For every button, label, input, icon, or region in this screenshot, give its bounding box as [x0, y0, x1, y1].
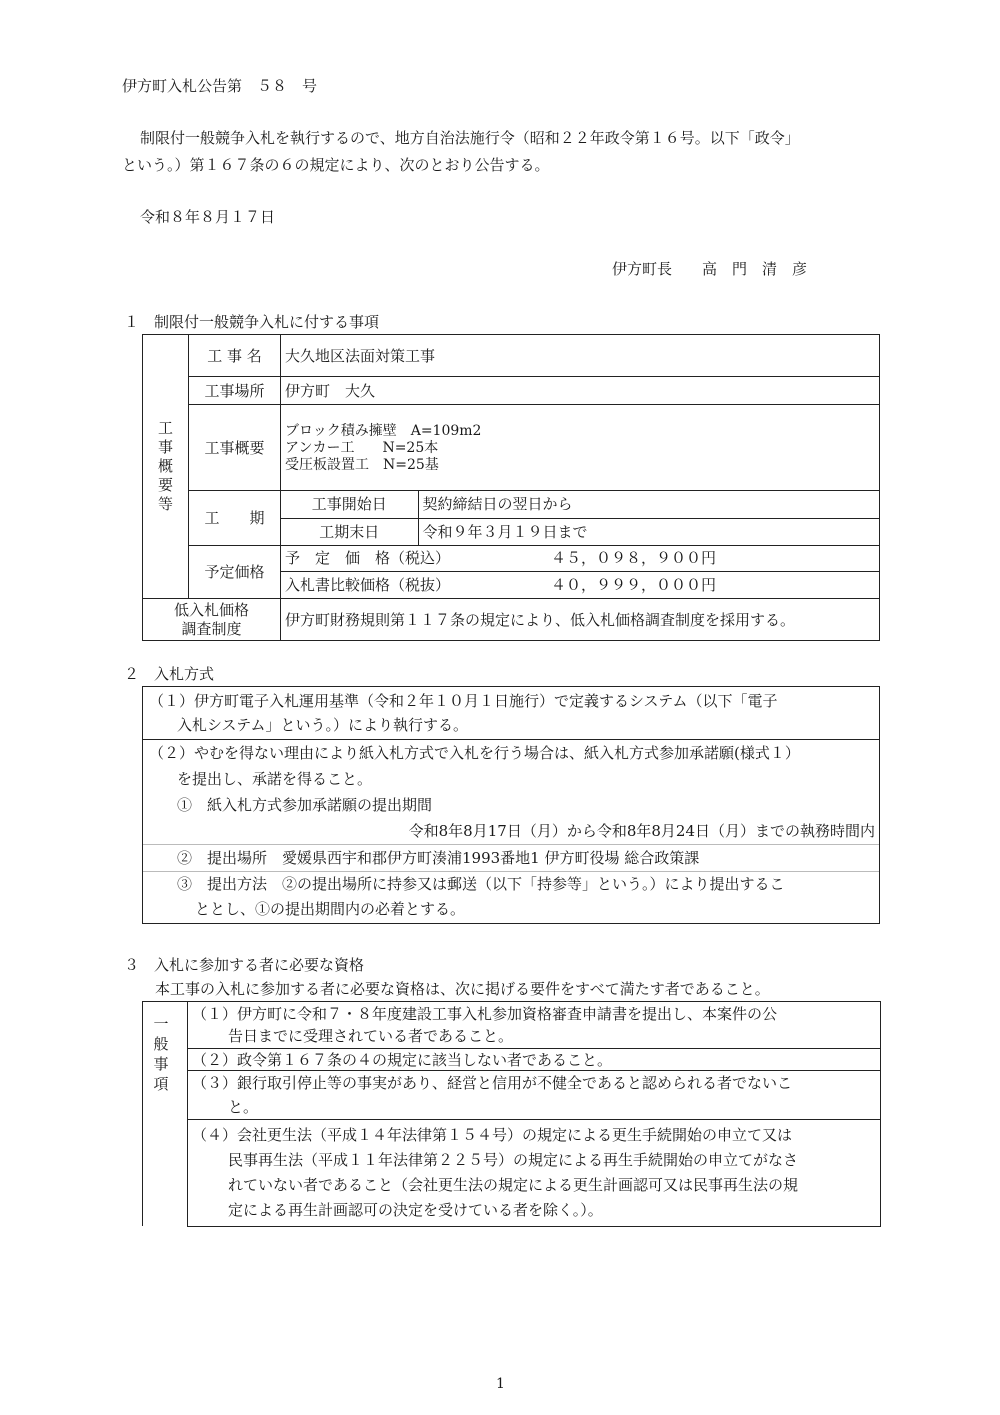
notice-number: 伊方町入札公告第 ５８ 号: [122, 77, 318, 95]
price1-label: 予 定 価 格（税込）: [285, 549, 451, 567]
section1-heading: １ 制限付一般競争入札に付する事項: [124, 313, 380, 331]
item2-line1: （２）やむを得ない理由により紙入札方式で入札を行う場合は、紙入札方式参加承諾願(様式１）: [149, 744, 800, 762]
section3-heading: ３ 入札に参加する者に必要な資格: [124, 956, 365, 974]
price2-label: 入札書比較価格（税抜）: [285, 576, 451, 594]
period-cell: [281, 491, 880, 546]
item1-line2: 入札システム」という。）により執行する。: [177, 716, 469, 734]
price1-value: ４５，０９８，９００円: [551, 549, 717, 567]
sub1-title: ① 紙入札方式参加承諾願の提出期間: [177, 796, 433, 814]
page-number: 1: [496, 1376, 505, 1392]
summary-line: アンカー工 N=25本: [285, 440, 439, 456]
start-value: 契約締結日の翌日から: [418, 491, 879, 518]
section2-heading: ２ 入札方式: [124, 665, 215, 683]
name-value: 大久地区法面対策工事: [281, 335, 880, 377]
summary-line: 受圧板設置工 N=25基: [285, 457, 439, 473]
req2: （２）政令第１６７条の４の規定に該当しない者であること。: [192, 1051, 613, 1069]
price-label: 予定価格: [189, 546, 281, 599]
low-bid-label: [143, 599, 281, 641]
req4-line1: （４）会社更生法（平成１４年法律第１５４号）の規定による更生手続開始の申立て又は: [192, 1126, 793, 1144]
summary-value: [281, 405, 880, 491]
req4-line3: れていない者であること（会社更生法の規定による更生計画認可又は民事再生法の規: [228, 1176, 799, 1194]
sub3-line1: ③ 提出方法 ②の提出場所に持参又は郵送（以下「持参等」という。）により提出するこ: [177, 875, 785, 893]
intro-text-line2: という。）第１６７条の６の規定により、次のとおり公告する。: [122, 156, 550, 174]
low-bid-value: 伊方町財務規則第１１７条の規定により、低入札価格調査制度を採用する。: [281, 599, 880, 641]
divider: [188, 1119, 880, 1120]
req4-line2: 民事再生法（平成１１年法律第２２５号）の規定による再生手続開始の申立てがなさ: [228, 1151, 799, 1169]
group-label: 工事概要等: [157, 419, 173, 513]
price2-value: ４０，９９９，０００円: [551, 576, 717, 594]
price-cell: [281, 546, 880, 599]
item1-line1: （１）伊方町電子入札運用基準（令和２年１０月１日施行）で定義するシステム（以下「電子: [149, 692, 778, 710]
sub3-line2: ととし、①の提出期間内の必着とする。: [195, 900, 466, 918]
notice-date: 令和８年８月１７日: [140, 208, 276, 226]
summary-line: ブロック積み擁壁 A=109m2: [285, 423, 482, 439]
divider: [143, 844, 879, 845]
item2-line2: を提出し、承諾を得ること。: [177, 770, 373, 788]
requirements-box: [187, 1001, 881, 1227]
req1-line2: 告日までに受理されている者であること。: [228, 1027, 514, 1045]
section2-box: [142, 686, 880, 924]
end-label: 工期末日: [281, 518, 418, 545]
section3-box: [142, 1001, 879, 1226]
intro-text-line1: 制限付一般競争入札を執行するので、地方自治法施行令（昭和２２年政令第１６号。以下「政令」: [140, 129, 800, 147]
start-label: 工事開始日: [281, 491, 418, 518]
section3-group-label: 一般事項: [153, 1015, 169, 1093]
place-value: 伊方町 大久: [281, 377, 880, 405]
period-label: 工 期: [189, 491, 281, 546]
signer: 伊方町長 高 門 清 彦: [612, 260, 808, 278]
section3-lead: 本工事の入札に参加する者に必要な資格は、次に掲げる要件をすべて満たす者であること。: [155, 980, 770, 998]
place-label: 工事場所: [189, 377, 281, 405]
low-bid-label-line: 調査制度: [181, 619, 242, 638]
section1-table: [142, 334, 880, 641]
req4-line4: 定による再生計画認可の決定を受けている者を除く。）。: [228, 1201, 603, 1219]
name-label: 工 事 名: [189, 335, 281, 377]
sub1-period: 令和8年8月17日（月）から令和8年8月24日（月）までの執務時間内: [408, 822, 875, 840]
sub2: ② 提出場所 愛媛県西宇和郡伊方町湊浦1993番地1 伊方町役場 総合政策課: [177, 849, 700, 867]
req3-line2: と。: [228, 1098, 259, 1116]
req3-line1: （３）銀行取引停止等の事実があり、経営と信用が不健全であると認められる者でないこ: [192, 1074, 793, 1092]
summary-label: 工事概要: [189, 405, 281, 491]
divider: [143, 739, 879, 740]
req1-line1: （１）伊方町に令和７・８年度建設工事入札参加資格審査申請書を提出し、本案件の公: [192, 1005, 778, 1023]
low-bid-label-line: 低入札価格: [173, 600, 249, 619]
end-value: 令和９年３月１９日まで: [422, 522, 588, 541]
group-label-cell: [143, 335, 189, 599]
